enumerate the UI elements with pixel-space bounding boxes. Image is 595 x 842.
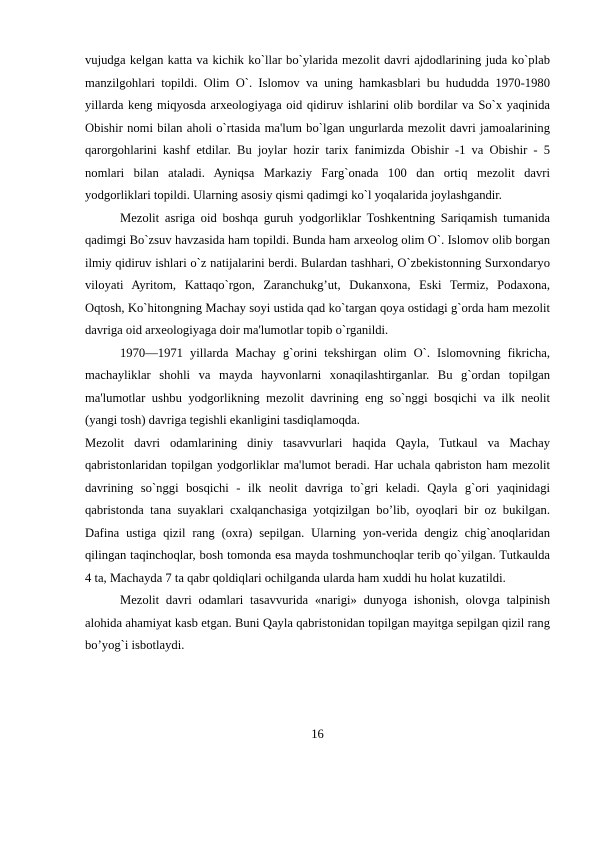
paragraph-1: vujudga kelgan katta va kichik ko`llar bo`ylarida mezolit davri ajdodlarining juda ko`plab manzilgohlari topildi. Olim O`. Islomov va uning hamkasblari bu hududda 1970-1980 yillarda keng miqyosda arxeologiyaga oid qidiruv ishlarini olib bordilar va So`x yaqinida Obishir nomi bilan aholi o`rtasida ma'lum bo`lgan ungurlarda mezolit davri jamoalarining qarorgohlarini kashf etdilar. Bu joylar hozir tarix fanimizda Obishir -1 va Obishir - 5 nomlari bilan ataladi. Ayniqsa Markaziy Farg`onada 100 dan ortiq mezolit davri yodgorliklari topildi. Ularning asosiy qismi qadimgi ko`l yoqalarida joylashgandir. xyxy=(85,53,550,202)
page-number: 16 xyxy=(311,727,324,741)
document-body xyxy=(85,49,550,657)
paragraph-3: 1970—1971 yillarda Machay g`orini tekshirgan olim O`. Islomovning fikricha, machayliklar shohli va mayda hayvonlarni xonaqilashtirganlar. Bu g`ordan topilgan ma'lumotlar ushbu yodgorlikning mezolit davrining eng so`nggi bosqichi va ilk neolit (yangi tosh) davriga tegishli ekanligini tasdiqlamoqda. xyxy=(85,345,550,427)
paragraph-4: Mezolit davri odamlarining diniy tasavvurlari haqida Qayla, Tutkaul va Machay qabristonlaridan topilgan yodgorliklar ma'lumot beradi. Har uchala qabriston ham mezolit davrining so`nggi bosqichi - ilk neolit davriga to`gri keladi. Qayla g`ori yaqinidagi qabristonda tana suyaklari cxalqanchasiga yotqizilgan bo’lib, oyoqlari bir oz bukilgan. Dafina ustiga qizil rang (oxra) sepilgan. Ularning yon-verida dengiz chig`anoqlaridan qilingan taqinchoqlar, bosh tomonda esa mayda toshmunchoqlar terib qo`yilgan. Tutkaulda 4 ta, Machayda 7 ta qabr qoldiqlari ochilganda ularda ham xuddi hu holat kuzatildi. xyxy=(85,435,550,585)
paragraph-2: Mezolit asriga oid boshqa guruh yodgorliklar Toshkentning Sariqamish tumanida qadimgi Bo`zsuv havzasida ham topildi. Bunda ham arxeolog olim O`. Islomov olib borgan ilmiy qidiruv ishlari o`z natijalarini berdi. Bulardan tashhari, O`zbekistonning Surxondaryo viloyati Ayritom, Kattaqo`rgon, Zaranchukg’ut, Dukanxona, Eski Termiz, Podaxona, Oqtosh, Ko`hitongning Machay soyi ustida qad ko`targan qoya ostidagi g`orda ham mezolit davriga oid arxeologiyaga doir ma'lumotlar topib o`rganildi. xyxy=(85,210,550,337)
paragraph-5: Mezolit davri odamlari tasavvurida «narigi» dunyoga ishonish, olovga talpinish alohida ahamiyat kasb etgan. Buni Qayla qabristonidan topilgan mayitga sepilgan qizil rang bo’yog`i isbotlaydi. xyxy=(85,593,550,652)
